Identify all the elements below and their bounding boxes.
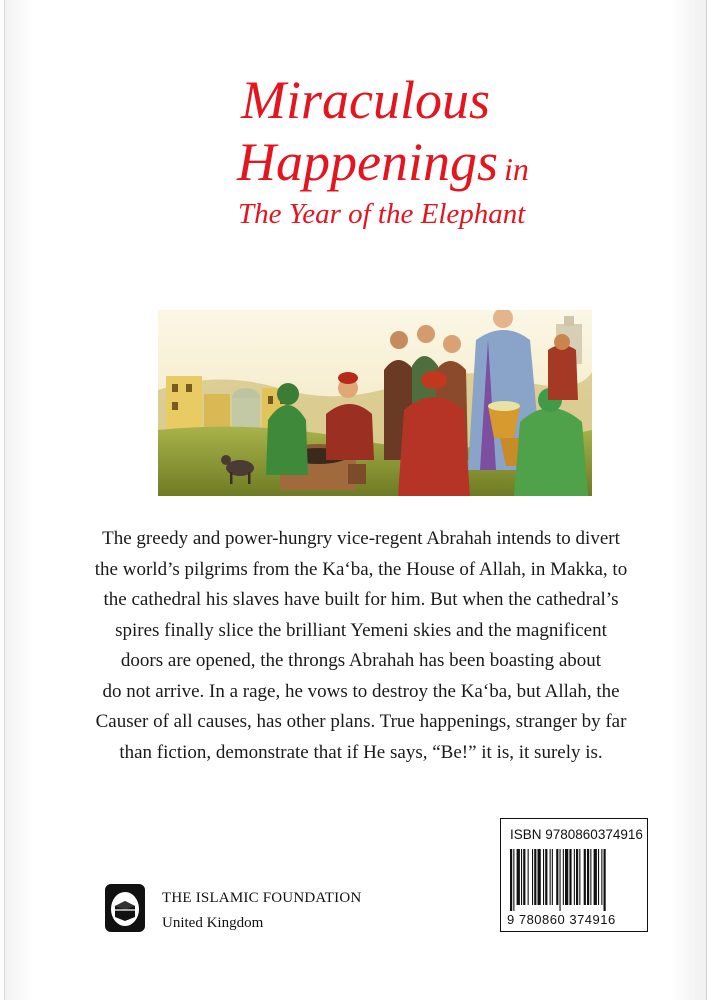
barcode-digits: 9 780860 374916 <box>507 912 616 927</box>
blurb-line: the cathedral his slaves have built for him. But when the cathedral’s <box>103 589 619 610</box>
title-line-2-main: Happenings <box>237 132 498 192</box>
back-cover <box>4 0 707 1000</box>
isbn-label: ISBN 9780860374916 <box>510 827 643 842</box>
blurb-line: do not arrive. In a rage, he vows to destroy the Ka‘ba, but Allah, the <box>102 680 620 702</box>
title-line-2 <box>237 132 529 199</box>
title-line-2-suffix: in <box>503 151 529 187</box>
blurb-line: than fiction, demonstrate that if He says, “Be!” it is, it surely is. <box>119 741 603 763</box>
publisher-country: United Kingdom <box>162 915 264 931</box>
kaaba-logo-icon <box>105 884 145 932</box>
title-line-3: The Year of the Elephant <box>238 198 526 230</box>
blurb-line: the world’s pilgrims from the Ka‘ba, the House of Allah, in Makka, to <box>94 558 628 580</box>
blurb-line: The greedy and power-hungry vice-regent Abrahah intends to divert <box>102 528 620 549</box>
blurb-line: Causer of all causes, has other plans. True happenings, stranger by far <box>95 711 627 732</box>
market-scene-illustration <box>158 310 592 496</box>
isbn-barcode <box>500 818 648 932</box>
blurb-text <box>85 524 637 768</box>
blurb-line: spires finally slice the brilliant Yemeni skies and the magnificent <box>115 619 607 641</box>
barcode-bars-icon <box>510 849 640 911</box>
publisher-name: THE ISLAMIC FOUNDATION <box>162 890 362 906</box>
blurb-line: doors are opened, the throngs Abrahah has been boasting about <box>120 650 602 671</box>
title-line-1: Miraculous <box>241 70 490 130</box>
